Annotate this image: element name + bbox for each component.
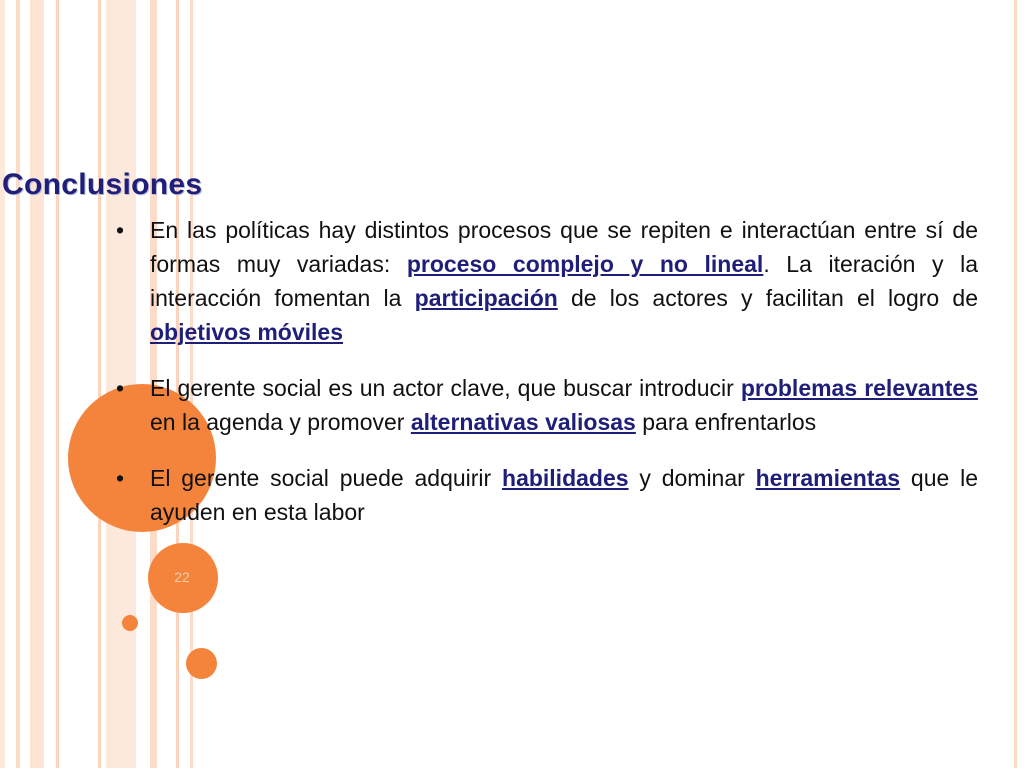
bullet-text: El gerente social puede adquirir <box>150 465 503 491</box>
decor-stripe-3 <box>30 0 44 768</box>
bullet-text: El gerente social es un actor clave, que buscar introducir <box>150 375 741 401</box>
small-decor-circle-2 <box>186 648 217 679</box>
small-decor-circle <box>122 615 138 631</box>
keyword-habilidades: habilidades <box>502 465 629 491</box>
bullet-text: de los actores y facilitan el logro de <box>557 285 978 311</box>
bullet-text: en la agenda y promover <box>150 409 411 435</box>
bullet-text: que le ayuden en esta labor <box>150 465 979 525</box>
bullet-symbol: • <box>115 217 125 243</box>
slide-title: Conclusiones <box>2 168 203 201</box>
bullet-item <box>110 371 978 439</box>
bullet-item <box>110 461 978 529</box>
bullet-symbol: • <box>115 375 125 401</box>
decor-stripe-right <box>1014 0 1017 768</box>
keyword-objetivos-moviles: objetivos móviles <box>150 319 344 345</box>
bullet-text: En las políticas hay distintos procesos que se repiten e interactúan entre sí de formas muy variadas: <box>150 217 978 277</box>
slide-number: 22 <box>174 569 190 585</box>
bullet-item <box>110 213 978 349</box>
bullet-list <box>110 213 978 551</box>
keyword-problemas-relevantes: problemas relevantes <box>740 375 978 401</box>
decor-stripe-4 <box>56 0 59 768</box>
decor-stripe-2 <box>16 0 20 768</box>
decor-stripe-5 <box>98 0 101 768</box>
bullet-symbol: • <box>115 465 125 491</box>
bullet-text: para enfrentarlos <box>635 409 817 435</box>
keyword-proceso-complejo: proceso complejo y no lineal <box>406 251 764 277</box>
bullet-text: . La iteración y la interacción fomentan la <box>150 251 978 311</box>
keyword-herramientas: herramientas <box>755 465 901 491</box>
keyword-alternativas-valiosas: alternativas valiosas <box>410 409 636 435</box>
decor-stripe-1 <box>0 0 5 768</box>
bullet-text: y dominar <box>628 465 756 491</box>
keyword-participacion: participación <box>414 285 558 311</box>
